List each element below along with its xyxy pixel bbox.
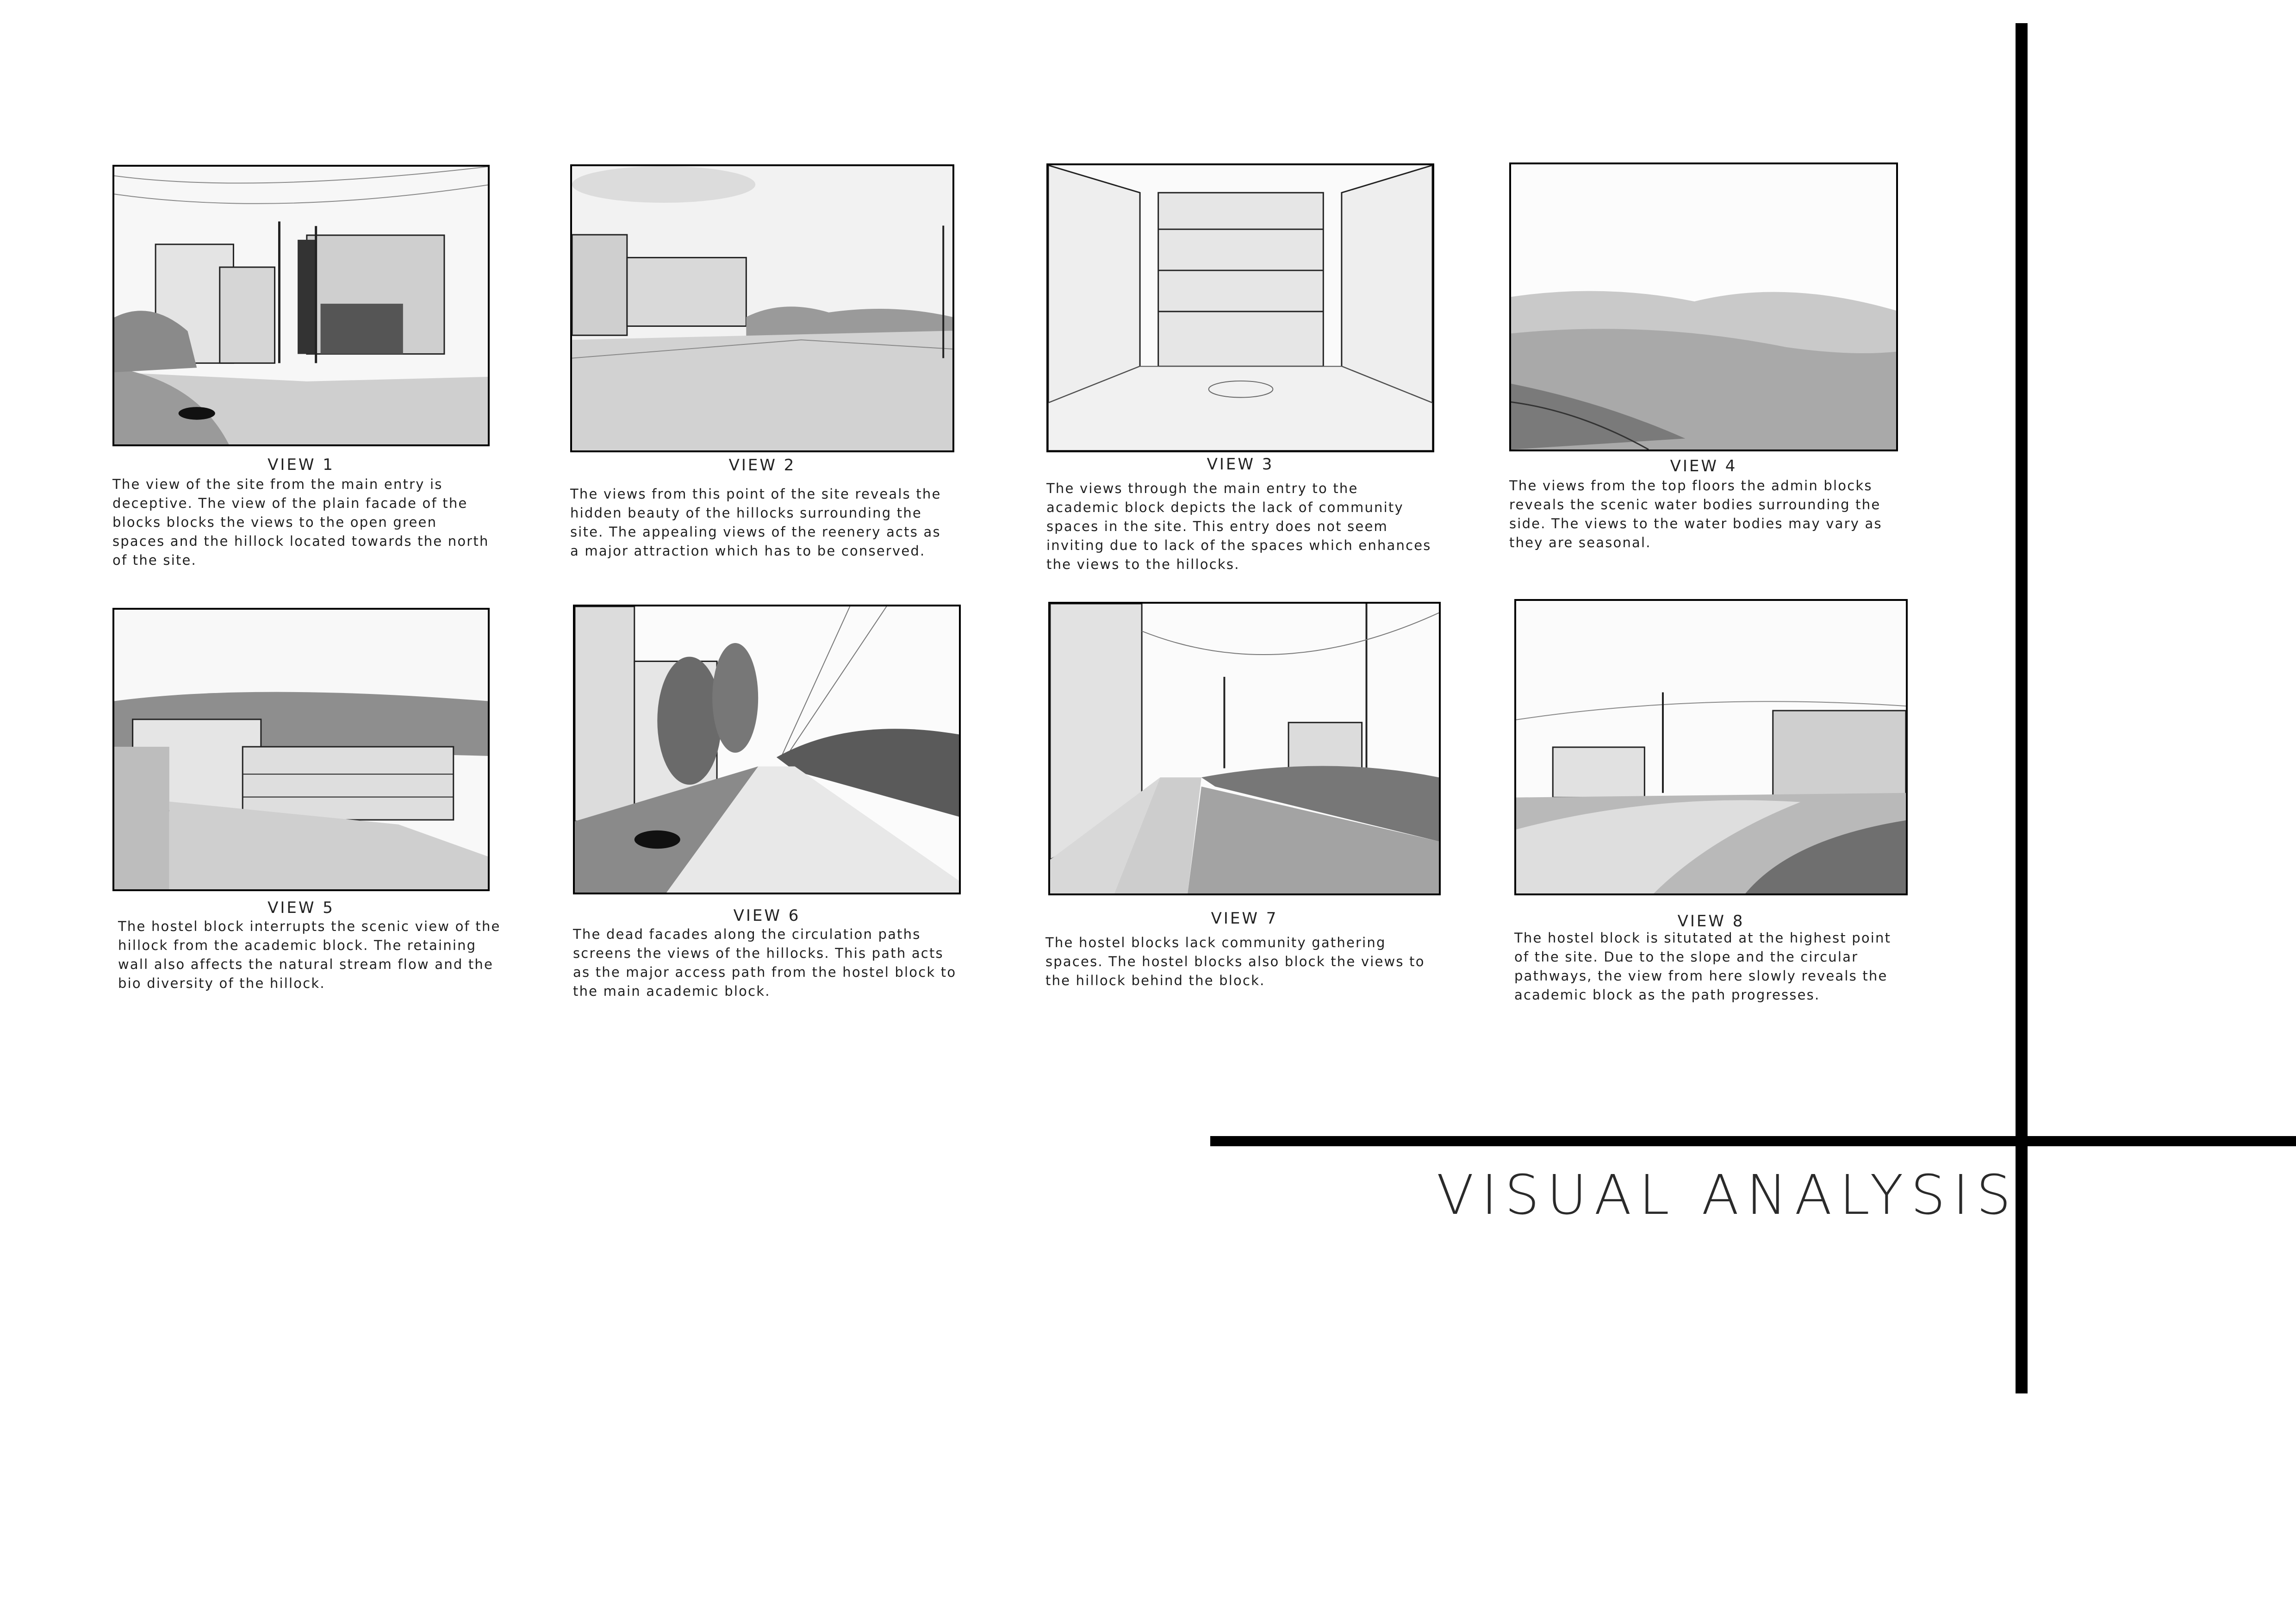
view-7-sketch: [1048, 602, 1441, 895]
page-title: VISUAL ANALYSIS: [1436, 1163, 2018, 1227]
view-8-description: The hostel block is situtated at the highest point of the site. Due to the slope and the circular pathways, the view from here slowly reveals the academic block as the path progresses.: [1514, 930, 1892, 1003]
view-3-sketch: [1046, 163, 1434, 452]
view-1-label: VIEW 1: [268, 456, 335, 474]
view-4-description: The views from the top floors the admin blocks reveals the scenic water bodies surrounding the side. The views to the water bodies may vary as they are seasonal.: [1509, 478, 1882, 550]
view-2-sketch: [570, 164, 954, 452]
view-2-label: VIEW 2: [728, 456, 796, 475]
view-6-label: VIEW 6: [733, 906, 801, 925]
horizontal-rule: [1210, 1136, 2296, 1146]
view-5-description: The hostel block interrupts the scenic view of the hillock from the academic block. The retaining wall also affects the natural stream flow and the bio diversity of the hillock.: [118, 918, 501, 991]
view-7-label: VIEW 7: [1211, 909, 1278, 928]
view-2-description: The views from this point of the site reveals the hidden beauty of the hillocks surrounding the site. The appealing views of the reenery acts as a major attraction which has to be conserved.: [570, 486, 941, 559]
view-7-description: The hostel blocks lack community gathering spaces. The hostel blocks also block the views to the hillock behind the block.: [1045, 935, 1425, 988]
view-5-sketch: [112, 608, 490, 891]
view-3-label: VIEW 3: [1207, 455, 1274, 474]
view-4-label: VIEW 4: [1670, 457, 1737, 475]
view-6-sketch: [573, 605, 961, 894]
view-1-sketch: [112, 165, 490, 446]
view-6-description: The dead facades along the circulation paths screens the views of the hillocks. This path acts as the major access path from the hostel block to the main academic block.: [573, 926, 957, 999]
view-8-label: VIEW 8: [1677, 912, 1745, 931]
view-5-label: VIEW 5: [268, 899, 335, 917]
view-4-sketch: [1509, 162, 1898, 451]
view-8-sketch: [1514, 599, 1908, 895]
view-1-description: The view of the site from the main entry is deceptive. The view of the plain facade of the blocks blocks the views to the open green spaces and the hillock located towards the north of the site.: [112, 476, 489, 568]
view-3-description: The views through the main entry to the academic block depicts the lack of community spaces in the site. This entry does not seem inviting due to lack of the spaces which enhances the views to the hillocks.: [1046, 481, 1431, 572]
